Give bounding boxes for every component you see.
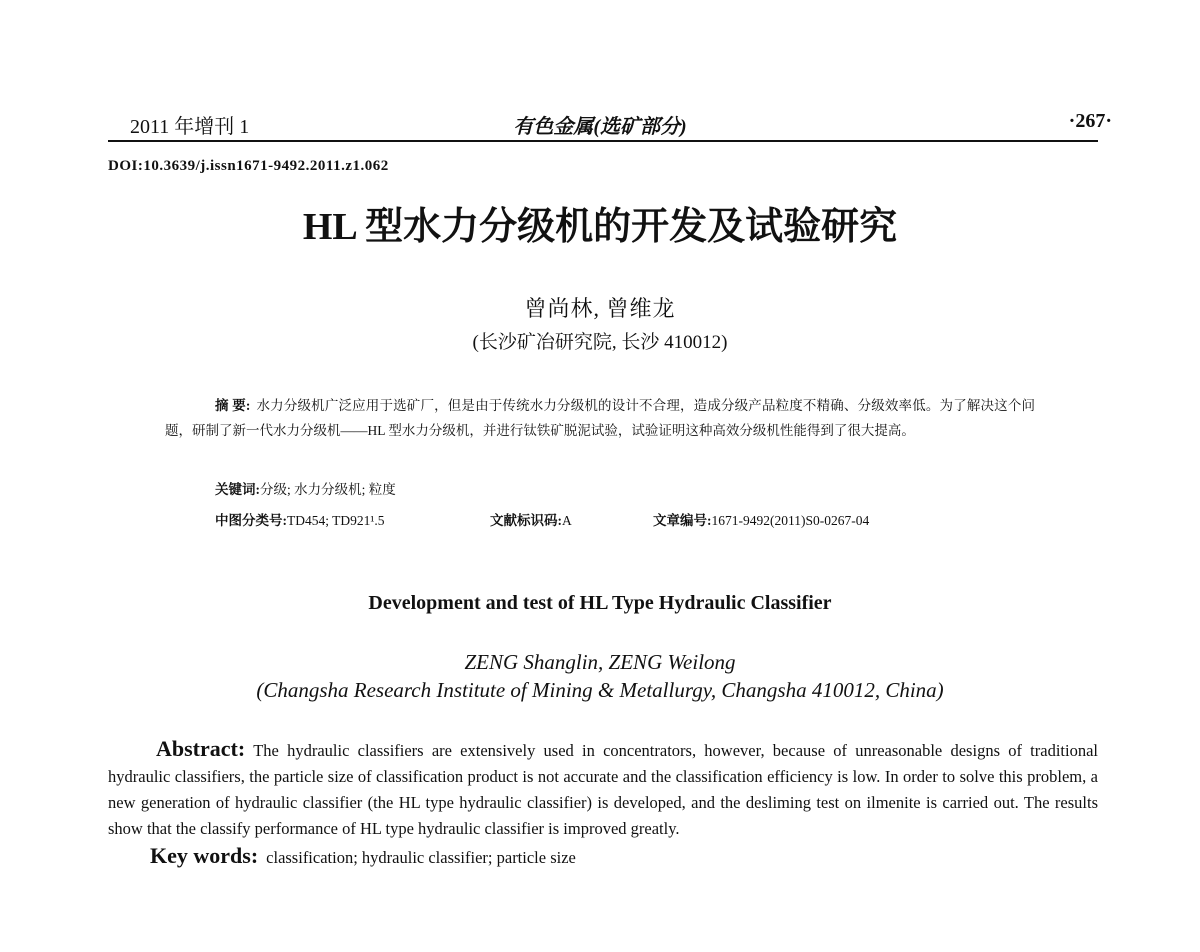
cn-classification-line (215, 509, 1035, 529)
en-keywords-text: classification; hydraulic classifier; particle size (266, 848, 576, 867)
cn-abstract-label: 摘 要: (215, 398, 251, 413)
header-year-issue: 2011 年增刊 1 (130, 116, 250, 138)
en-title: Development and test of HL Type Hydraulic Classifier (368, 592, 832, 614)
cn-authors: 曾尚林, 曾维龙 (524, 296, 676, 321)
en-authors: ZENG Shanglin, ZENG Weilong (464, 650, 736, 674)
cn-class-value: TD454; TD921¹.5 (287, 513, 385, 528)
cn-keywords-label: 关键词: (215, 482, 260, 497)
en-abstract-label: Abstract: (156, 736, 246, 761)
cn-abstract (165, 393, 1035, 443)
en-abstract-text: The hydraulic classifiers are extensively used in concentrators, however, because of unreasonable designs of traditional hydraulic classifiers, the particle size of classification product is not accurate and the classification efficiency is low. In order to solve this problem, a new generation of hydraulic classifier (the HL type hydraulic classifier) is developed, and the desliming test on ilmenite is carried out. The results show that the classify performance of HL type hydraulic classifier is improved greatly. (108, 741, 1098, 838)
cn-doc-code (490, 509, 653, 529)
cn-doccode-value: A (562, 513, 572, 528)
header-rule (108, 140, 1098, 142)
cn-doccode-label: 文献标识码: (490, 513, 562, 528)
en-keywords (150, 843, 576, 869)
cn-article-value: 1671-9492(2011)S0-0267-04 (711, 513, 870, 528)
cn-article-label: 文章编号: (653, 513, 712, 528)
cn-affiliation: (长沙矿冶研究院, 长沙 410012) (472, 332, 728, 353)
cn-abstract-text: 水力分级机广泛应用于选矿厂，但是由于传统水力分级机的设计不合理，造成分级产品粒度不精确、分级效率低。为了解决这个问题，研制了新一代水力分级机——HL 型水力分级机，并进行钛铁矿脱泥试验，试验证明这种高效分级机性能得到了很大提高。 (165, 398, 1036, 438)
en-abstract (108, 736, 1098, 842)
en-keywords-label: Key words: (150, 843, 259, 868)
cn-title: HL 型水力分级机的开发及试验研究 (302, 206, 898, 248)
cn-keywords (215, 478, 396, 498)
doi: DOI:10.3639/j.issn1671-9492.2011.z1.062 (108, 158, 389, 174)
header-journal-name: 有色金属(选矿部分) (513, 116, 687, 138)
cn-class-number (215, 509, 490, 529)
en-affiliation: (Changsha Research Institute of Mining & Metallurgy, Changsha 410012, China) (256, 678, 944, 702)
cn-class-label: 中图分类号: (215, 513, 287, 528)
cn-keywords-text: 分级; 水力分级机; 粒度 (260, 482, 396, 497)
cn-article-number (653, 509, 869, 529)
header-page-number: ·267· (1068, 110, 1112, 132)
